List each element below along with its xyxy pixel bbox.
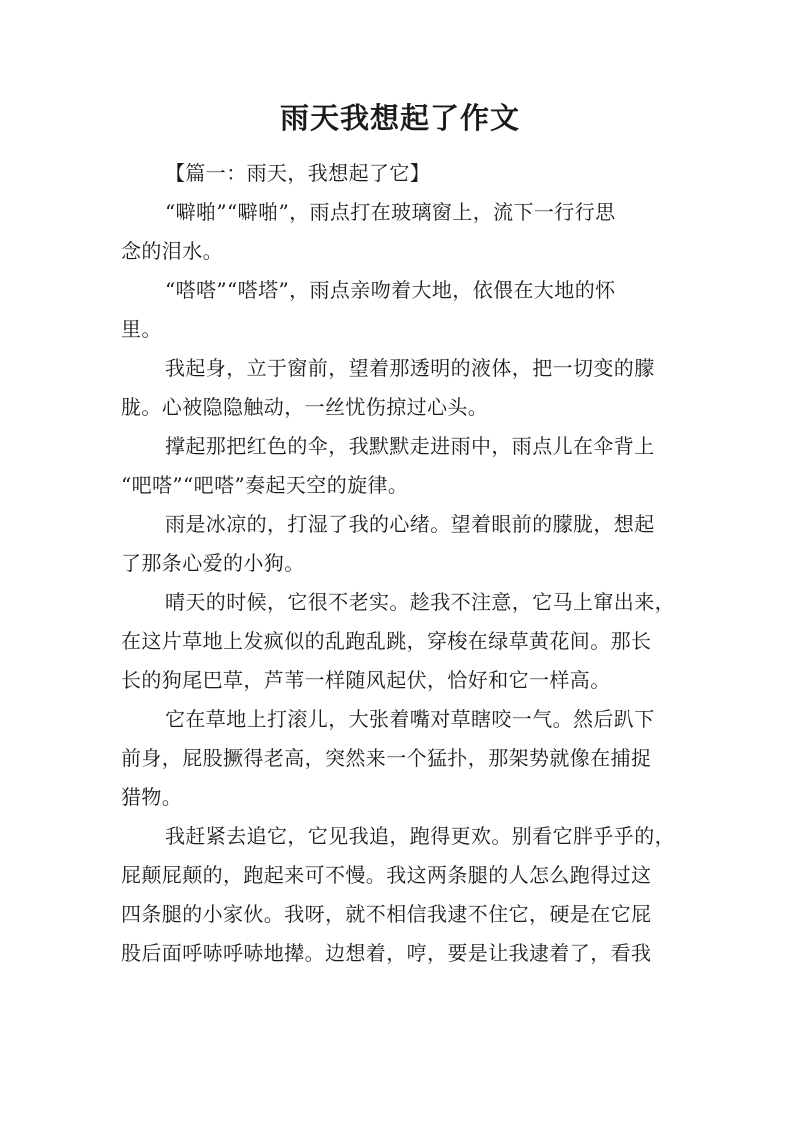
paragraph-line: 胧。心被隐隐触动，一丝忧伤掠过心头。	[121, 395, 489, 419]
paragraph-line: 在这片草地上发疯似的乱跑乱跳，穿梭在绿草黄花间。那长	[121, 629, 652, 653]
paragraph-5	[121, 505, 681, 583]
paragraph-line: 股后面呼哧呼哧地撵。边想着，哼，要是让我逮着了，看我	[121, 941, 652, 965]
paragraph-line: “吧嗒”“吧嗒”奏起天空的旋律。	[121, 473, 409, 497]
paragraph-line: 撑起那把红色的伞，我默默走进雨中，雨点儿在伞背上	[165, 434, 655, 458]
paragraph-4	[121, 427, 681, 505]
paragraph-6	[121, 583, 681, 700]
section-heading: 【篇一：雨天，我想起了它】	[165, 161, 431, 185]
paragraph-line: 我赶紧去追它，它见我追，跑得更欢。别看它胖乎乎的，	[165, 824, 675, 848]
paragraph-line: 晴天的时候，它很不老实。趁我不注意，它马上窜出来，	[165, 590, 675, 614]
paragraph-line: 前身，屁股撅得老高，突然来一个猛扑，那架势就像在捕捉	[121, 746, 652, 770]
paragraph-line: “嗒嗒”“嗒塔”，雨点亲吻着大地，依偎在大地的怀	[165, 278, 616, 302]
paragraph-3	[121, 349, 681, 427]
paragraph-line: 长的狗尾巴草，芦苇一样随风起伏，恰好和它一样高。	[121, 668, 611, 692]
paragraph-line: 四条腿的小家伙。我呀，就不相信我逮不住它，硬是在它屁	[121, 902, 652, 926]
document-body	[121, 154, 681, 973]
document-title: 雨天我想起了作文	[279, 101, 520, 135]
paragraph-line: 我起身，立于窗前，望着那透明的液体，把一切变的朦	[165, 356, 655, 380]
paragraph-line: 它在草地上打滚儿，大张着嘴对草瞎咬一气。然后趴下	[165, 707, 655, 731]
paragraph-7	[121, 700, 681, 817]
paragraph-1	[121, 193, 681, 271]
paragraph-line: “噼啪”“噼啪”，雨点打在玻璃窗上，流下一行行思	[165, 200, 616, 224]
paragraph-line: 猎物。	[121, 785, 183, 809]
paragraph-8	[121, 817, 681, 973]
paragraph-line: 念的泪水。	[121, 239, 223, 263]
paragraph-line: 雨是冰凉的，打湿了我的心绪。望着眼前的朦胧，想起	[165, 512, 655, 536]
paragraph-2	[121, 271, 681, 349]
paragraph-line: 屁颠屁颠的，跑起来可不慢。我这两条腿的人怎么跑得过这	[121, 863, 652, 887]
paragraph-line: 了那条心爱的小狗。	[121, 551, 305, 575]
paragraph-line: 里。	[121, 317, 162, 341]
